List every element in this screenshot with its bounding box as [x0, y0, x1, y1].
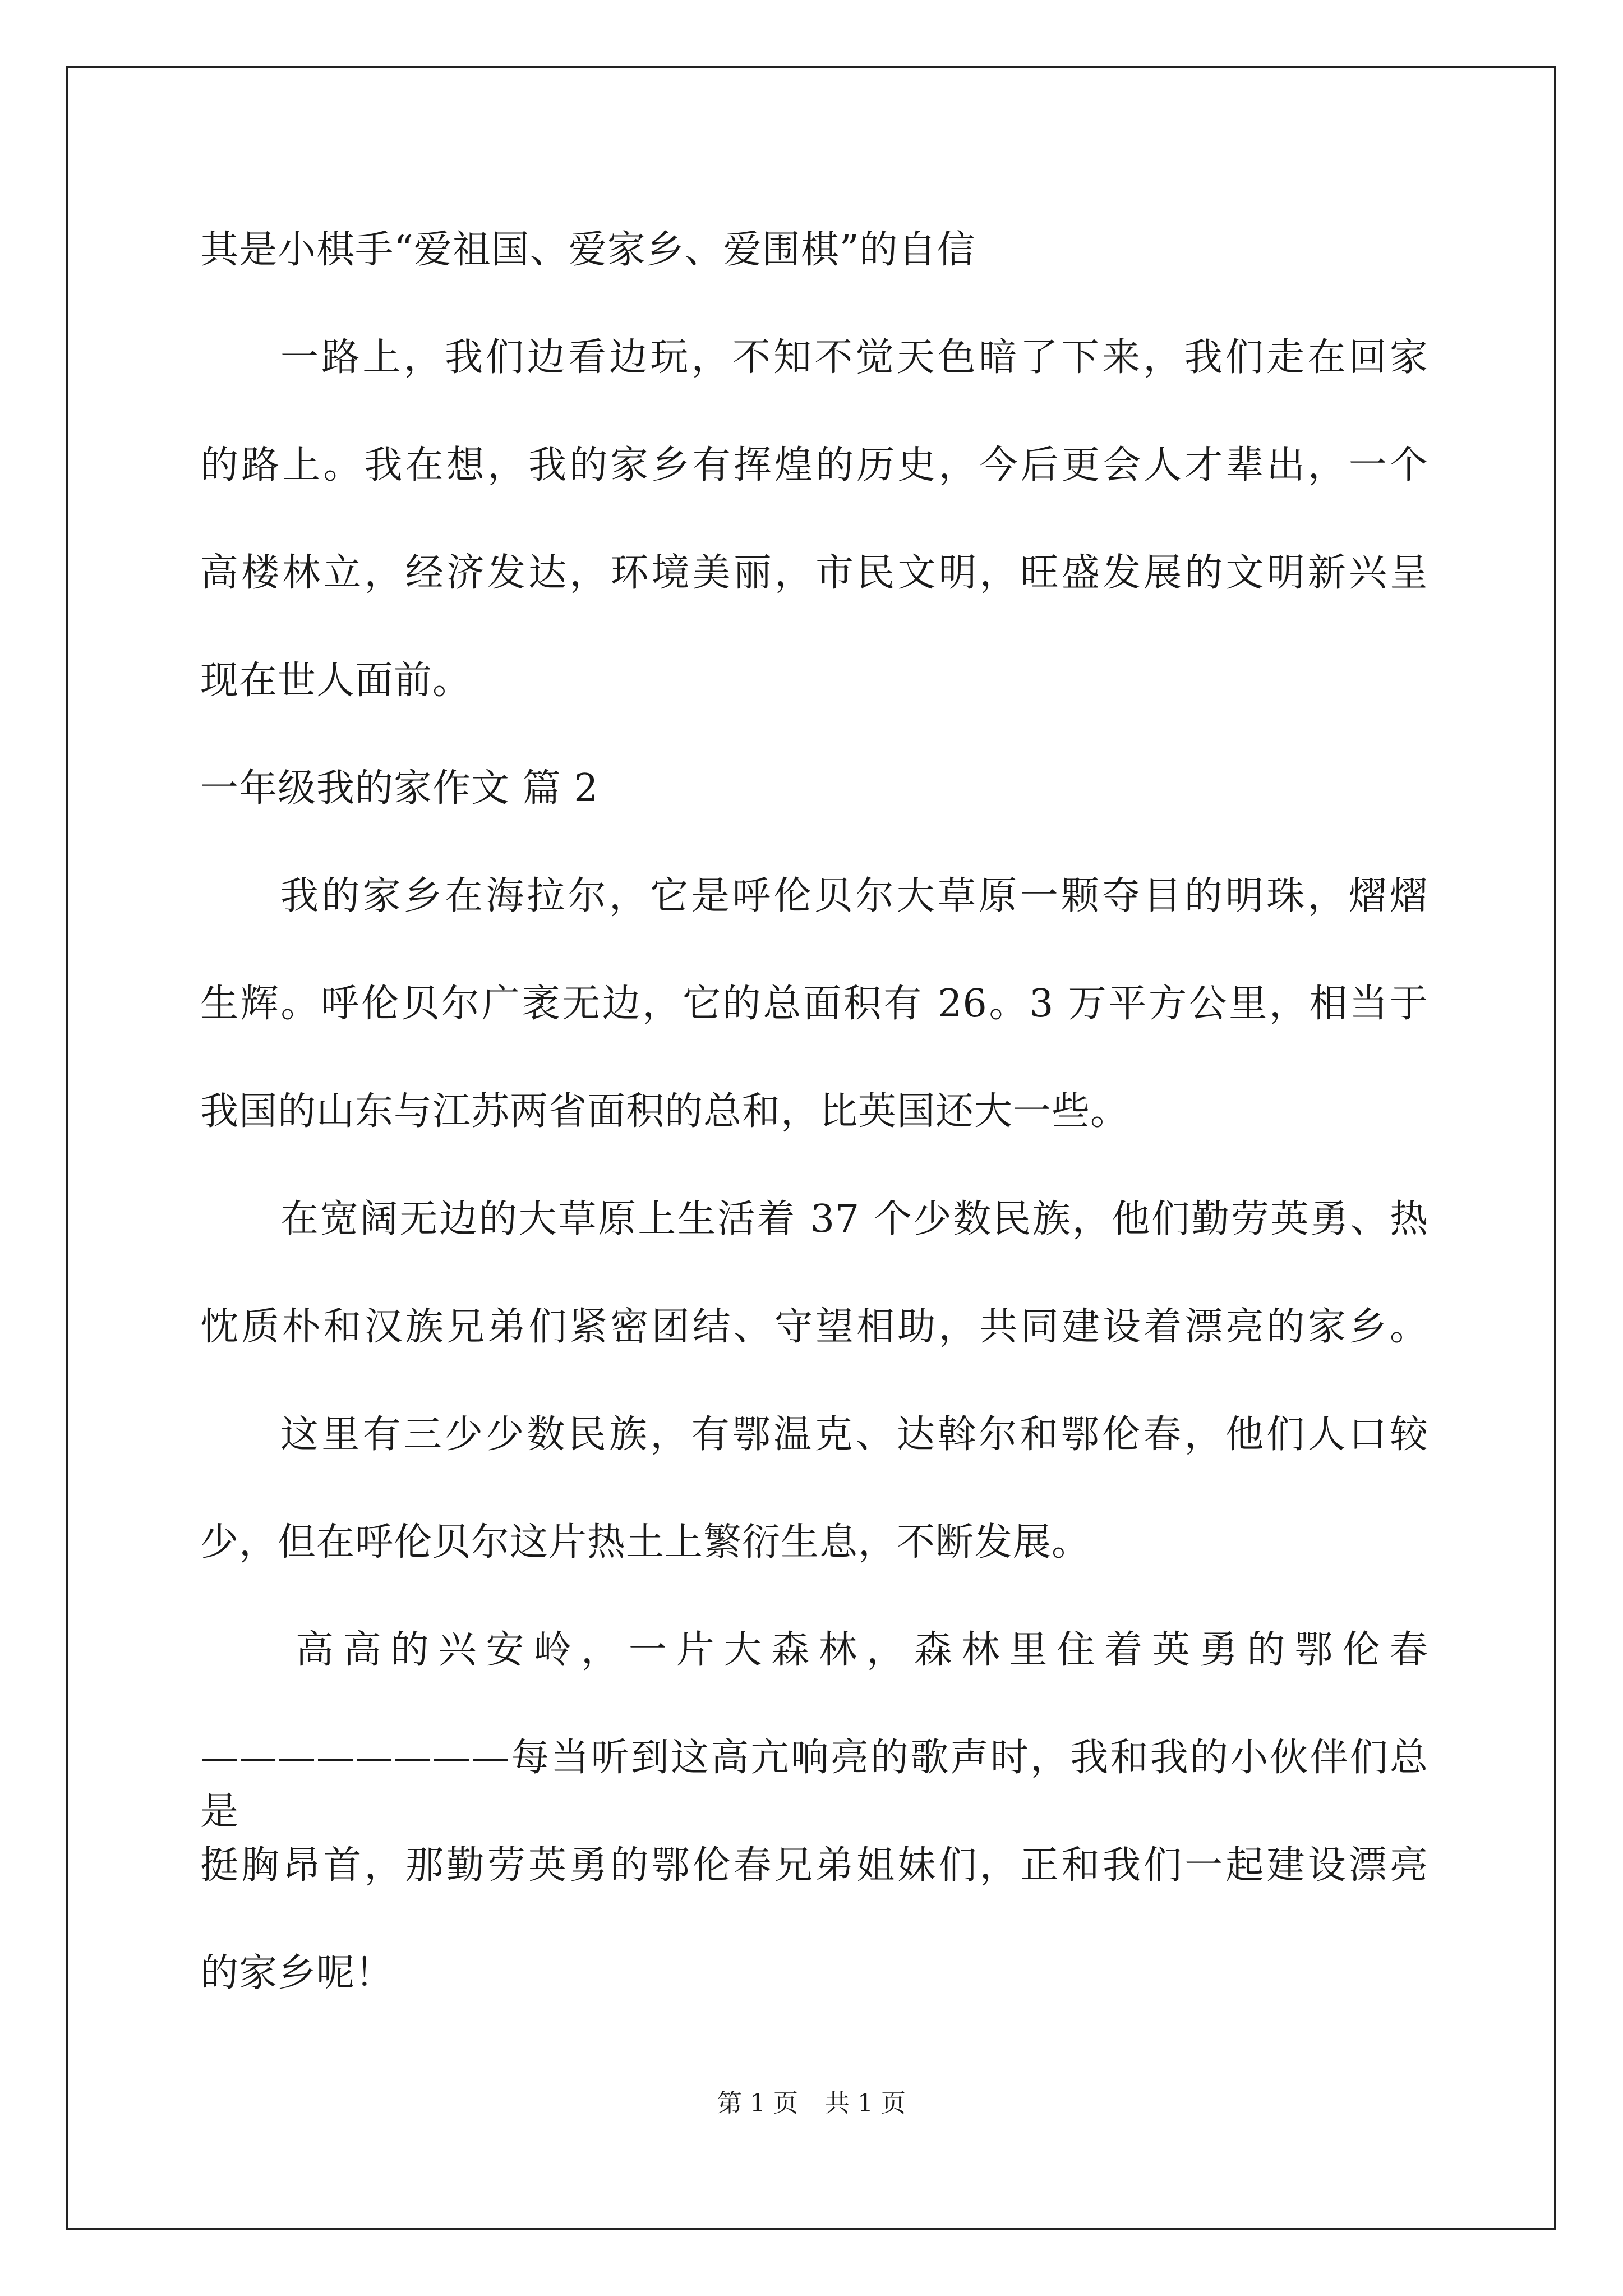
paragraph-line: 我国的山东与江苏两省面积的总和，比英国还大一些。	[200, 1089, 1129, 1134]
paragraph-line: 其是小棋手“爱祖国、爱家乡、爱围棋”的自信	[200, 228, 976, 272]
paragraph-line: 在宽阔无边的大草原上生活着 37 个少数民族，他们勤劳英勇、热	[280, 1197, 1428, 1241]
page-footer	[0, 2087, 1623, 2120]
page-number: 第 1 页	[717, 2089, 798, 2118]
paragraph-line: 高楼林立，经济发达，环境美丽，市民文明，旺盛发展的文明新兴呈	[200, 551, 1428, 595]
section-heading: 一年级我的家作文 篇 2	[200, 766, 599, 811]
paragraph-line: 的家乡呢！	[200, 1951, 394, 1995]
paragraph-line: ————————每当听到这高亢响亮的歌声时，我和我的小伙伴们总是	[200, 1736, 1428, 1834]
paragraph-line: 的路上。我在想，我的家乡有挥煌的历史，今后更会人才辈出，一个	[200, 443, 1428, 487]
paragraph-line: 少，但在呼伦贝尔这片热土上繁衍生息，不断发展。	[200, 1520, 1091, 1565]
paragraph-line: 高高的兴安岭，一片大森林，森林里住着英勇的鄂伦春	[296, 1628, 1428, 1672]
paragraph-line: 我的家乡在海拉尔，它是呼伦贝尔大草原一颗夺目的明珠，熠熠	[280, 874, 1428, 918]
paragraph-line: 这里有三少少数民族，有鄂温克、达斡尔和鄂伦春，他们人口较	[280, 1412, 1428, 1457]
paragraph-line: 挺胸昂首，那勤劳英勇的鄂伦春兄弟姐妹们，正和我们一起建设漂亮	[200, 1843, 1428, 1888]
page-total: 共 1 页	[825, 2089, 906, 2118]
paragraph-line: 一路上，我们边看边玩，不知不觉天色暗了下来，我们走在回家	[280, 335, 1428, 380]
paragraph-line: 现在世人面前。	[200, 659, 472, 703]
page-border	[66, 66, 1556, 2230]
paragraph-line: 忱质朴和汉族兄弟们紧密团结、守望相助，共同建设着漂亮的家乡。	[200, 1305, 1428, 1349]
paragraph-line: 生辉。呼伦贝尔广袤无边，它的总面积有 26。3 万平方公里，相当于	[200, 982, 1428, 1026]
